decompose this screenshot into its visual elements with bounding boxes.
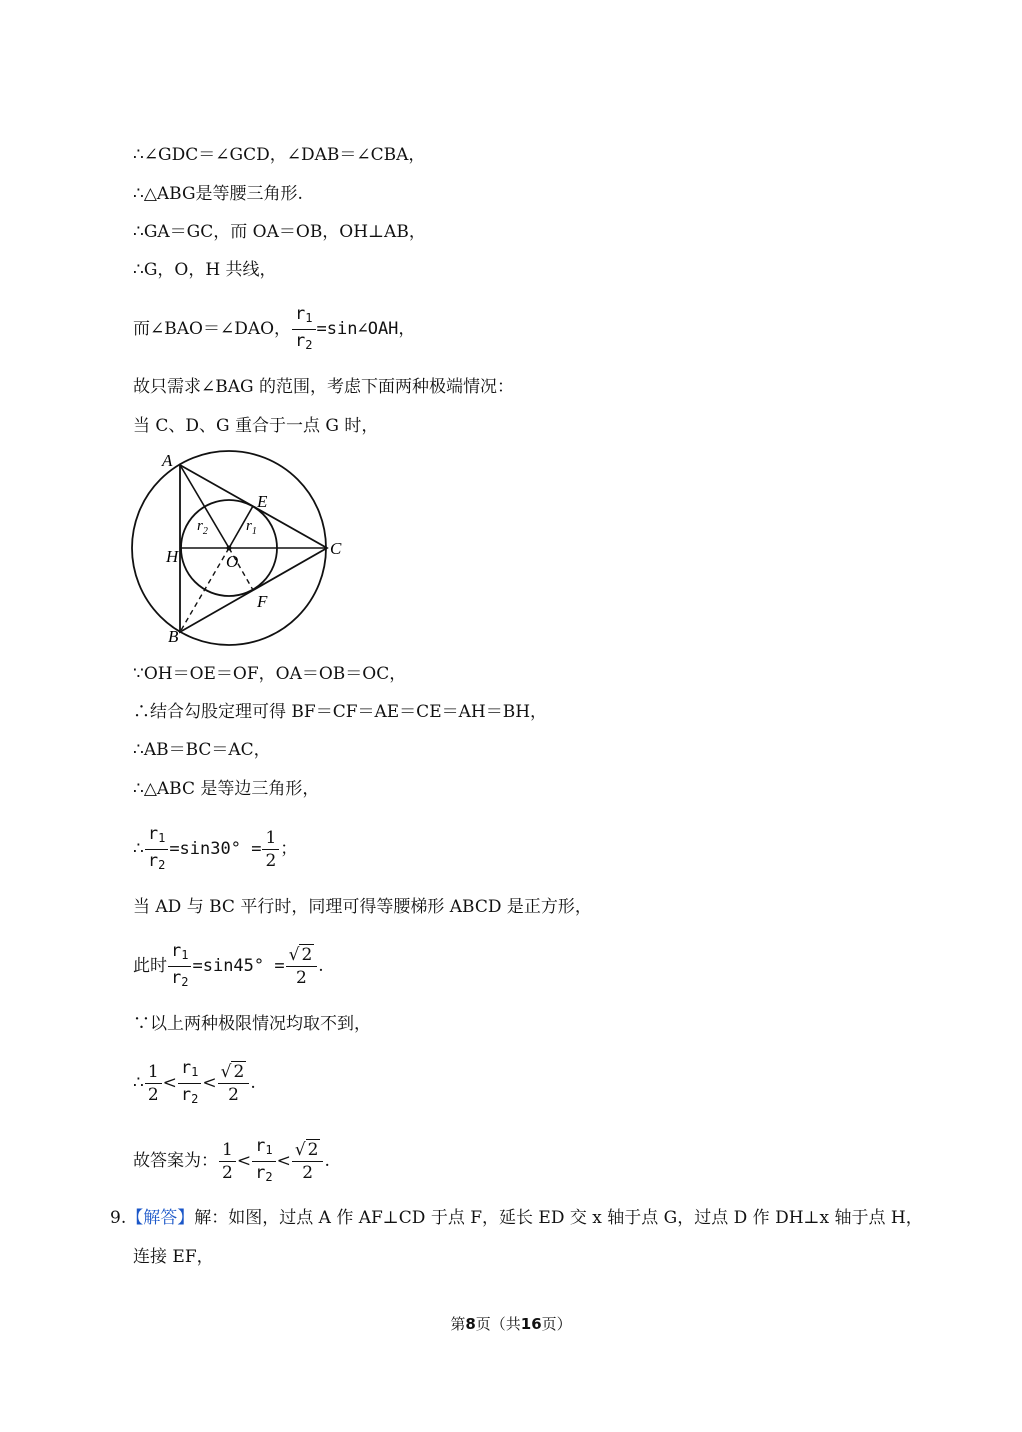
less-than: < <box>236 1151 252 1171</box>
fraction-one-half <box>262 827 279 872</box>
text-line-10: ∴AB＝BC＝AC， <box>133 740 271 760</box>
fraction-root2-over-2 <box>286 944 318 989</box>
line14-end: . <box>318 956 324 976</box>
numerator: 1 <box>219 1139 236 1162</box>
r-symbol: r <box>171 968 182 988</box>
fraction-r1-r2 <box>252 1135 275 1188</box>
r-symbol: r <box>295 331 306 351</box>
r-symbol: r <box>295 304 306 324</box>
geometry-figure <box>130 448 345 648</box>
question-9-continuation: 连接 EF， <box>133 1247 214 1267</box>
line14-mid: =sin45° = <box>192 956 285 976</box>
fraction-one-half <box>145 1061 162 1106</box>
r-symbol: r <box>147 851 159 871</box>
footer-prefix: 第 <box>450 1315 466 1333</box>
r-symbol: r <box>171 941 182 961</box>
numerator: 1 <box>145 1061 162 1084</box>
root-sign: √ <box>288 945 300 965</box>
fraction-root2-over-2 <box>218 1061 250 1106</box>
line14-prefix: 此时 <box>133 956 167 976</box>
subscript-2: 2 <box>305 338 313 352</box>
text-line-9: ∴结合勾股定理可得 BF＝CF＝AE＝CE＝AH＝BH， <box>133 702 548 722</box>
text-line-17 <box>133 1135 330 1188</box>
root-sign: √ <box>220 1062 232 1082</box>
label-r1 <box>246 518 257 537</box>
text-line-13: 当 AD 与 BC 平行时，同理可得等腰梯形 ABCD 是正方形， <box>133 897 592 917</box>
subscript-1: 1 <box>158 831 166 845</box>
line5-formula: =sin∠OAH， <box>316 319 416 339</box>
fraction-r1-r2 <box>178 1057 201 1110</box>
line17-end: . <box>324 1151 330 1171</box>
line12-prefix: ∴ <box>133 839 144 859</box>
text-line-14 <box>133 940 324 993</box>
text-line-8: ∵OH＝OE＝OF，OA＝OB＝OC， <box>133 664 407 684</box>
r2-subscript: 2 <box>202 526 208 537</box>
r1-subscript: 1 <box>251 526 257 537</box>
line16-prefix: ∴ <box>133 1073 144 1093</box>
subscript-2: 2 <box>191 1092 199 1106</box>
numerator: 1 <box>262 827 279 850</box>
text-line-6: 故只需求∠BAG 的范围，考虑下面两种极端情况： <box>133 377 514 397</box>
fraction-r1-r2 <box>145 823 168 876</box>
radicand: 2 <box>301 945 313 965</box>
question-number: 9. <box>110 1208 127 1228</box>
line12-end: ； <box>280 839 298 859</box>
r-symbol: r <box>147 824 159 844</box>
fraction-r1-r2 <box>168 940 191 993</box>
label-c: C <box>330 539 342 558</box>
r2-letter: r <box>197 518 203 534</box>
line5-prefix: 而∠BAO＝∠DAO， <box>133 319 292 339</box>
fraction-r1-r2 <box>292 303 315 356</box>
total-page-count: 16 <box>520 1315 542 1333</box>
denominator: 2 <box>296 968 307 988</box>
center-point <box>227 546 232 551</box>
subscript-1: 1 <box>181 948 189 962</box>
subscript-2: 2 <box>158 858 166 872</box>
less-than: < <box>202 1073 217 1093</box>
label-a: A <box>162 451 173 470</box>
label-b: B <box>168 627 179 646</box>
line16-end: . <box>250 1073 256 1093</box>
r-symbol: r <box>255 1163 266 1183</box>
label-h: H <box>166 547 179 566</box>
segment-ob-dashed <box>180 548 229 632</box>
r1-letter: r <box>246 518 252 534</box>
text-line-4: ∴G，O，H 共线， <box>133 260 277 280</box>
radicand: 2 <box>233 1062 245 1082</box>
subscript-1: 1 <box>265 1143 273 1157</box>
subscript-1: 1 <box>191 1065 199 1079</box>
question-9-text: 解：如图，过点 A 作 AF⊥CD 于点 F，延长 ED 交 x 轴于点 G，过点 D 作 DH⊥x 轴于点 H， <box>194 1208 923 1228</box>
root-sign: √ <box>294 1140 306 1160</box>
fraction-root2-over-2 <box>292 1139 324 1184</box>
footer-middle: 页（共 <box>475 1315 521 1333</box>
line12-mid: =sin30° = <box>169 839 262 859</box>
text-line-15: ∵以上两种极限情况均取不到， <box>133 1014 371 1034</box>
subscript-2: 2 <box>181 975 189 989</box>
text-line-1: ∴∠GDC＝∠GCD，∠DAB＝∠CBA， <box>133 145 426 165</box>
sqrt-two <box>221 1061 247 1083</box>
fraction-one-half <box>219 1139 236 1184</box>
text-line-7: 当 C、D、G 重合于一点 G 时， <box>133 416 379 436</box>
r-symbol: r <box>180 1085 192 1105</box>
denominator: 2 <box>222 1163 233 1183</box>
answer-tag: 【解答】 <box>126 1208 195 1228</box>
denominator: 2 <box>265 851 277 871</box>
current-page-number: 8 <box>465 1315 476 1333</box>
label-r2 <box>197 518 208 537</box>
r-symbol: r <box>255 1136 266 1156</box>
text-line-3: ∴GA＝GC，而 OA＝OB，OH⊥AB， <box>133 222 426 242</box>
subscript-1: 1 <box>305 311 313 325</box>
text-line-16 <box>133 1057 256 1110</box>
denominator: 2 <box>147 1085 159 1105</box>
label-e: E <box>257 492 268 511</box>
sqrt-two <box>295 1139 321 1161</box>
question-9-line <box>110 1206 923 1230</box>
denominator: 2 <box>228 1085 239 1105</box>
page-footer <box>0 1313 1022 1334</box>
text-line-11: ∴△ABC 是等边三角形， <box>133 779 320 799</box>
line17-prefix: 故答案为： <box>133 1151 218 1171</box>
radicand: 2 <box>307 1140 319 1160</box>
text-line-12 <box>133 823 297 876</box>
denominator: 2 <box>302 1163 314 1183</box>
label-f: F <box>257 592 268 611</box>
r-symbol: r <box>180 1058 192 1078</box>
sqrt-two <box>289 944 315 966</box>
less-than: < <box>276 1151 291 1171</box>
text-line-2: ∴△ABG是等腰三角形. <box>133 184 303 204</box>
label-o: O <box>226 552 239 571</box>
footer-suffix: 页） <box>541 1315 572 1333</box>
text-line-5 <box>133 303 415 356</box>
subscript-2: 2 <box>265 1170 273 1184</box>
less-than: < <box>162 1073 177 1093</box>
